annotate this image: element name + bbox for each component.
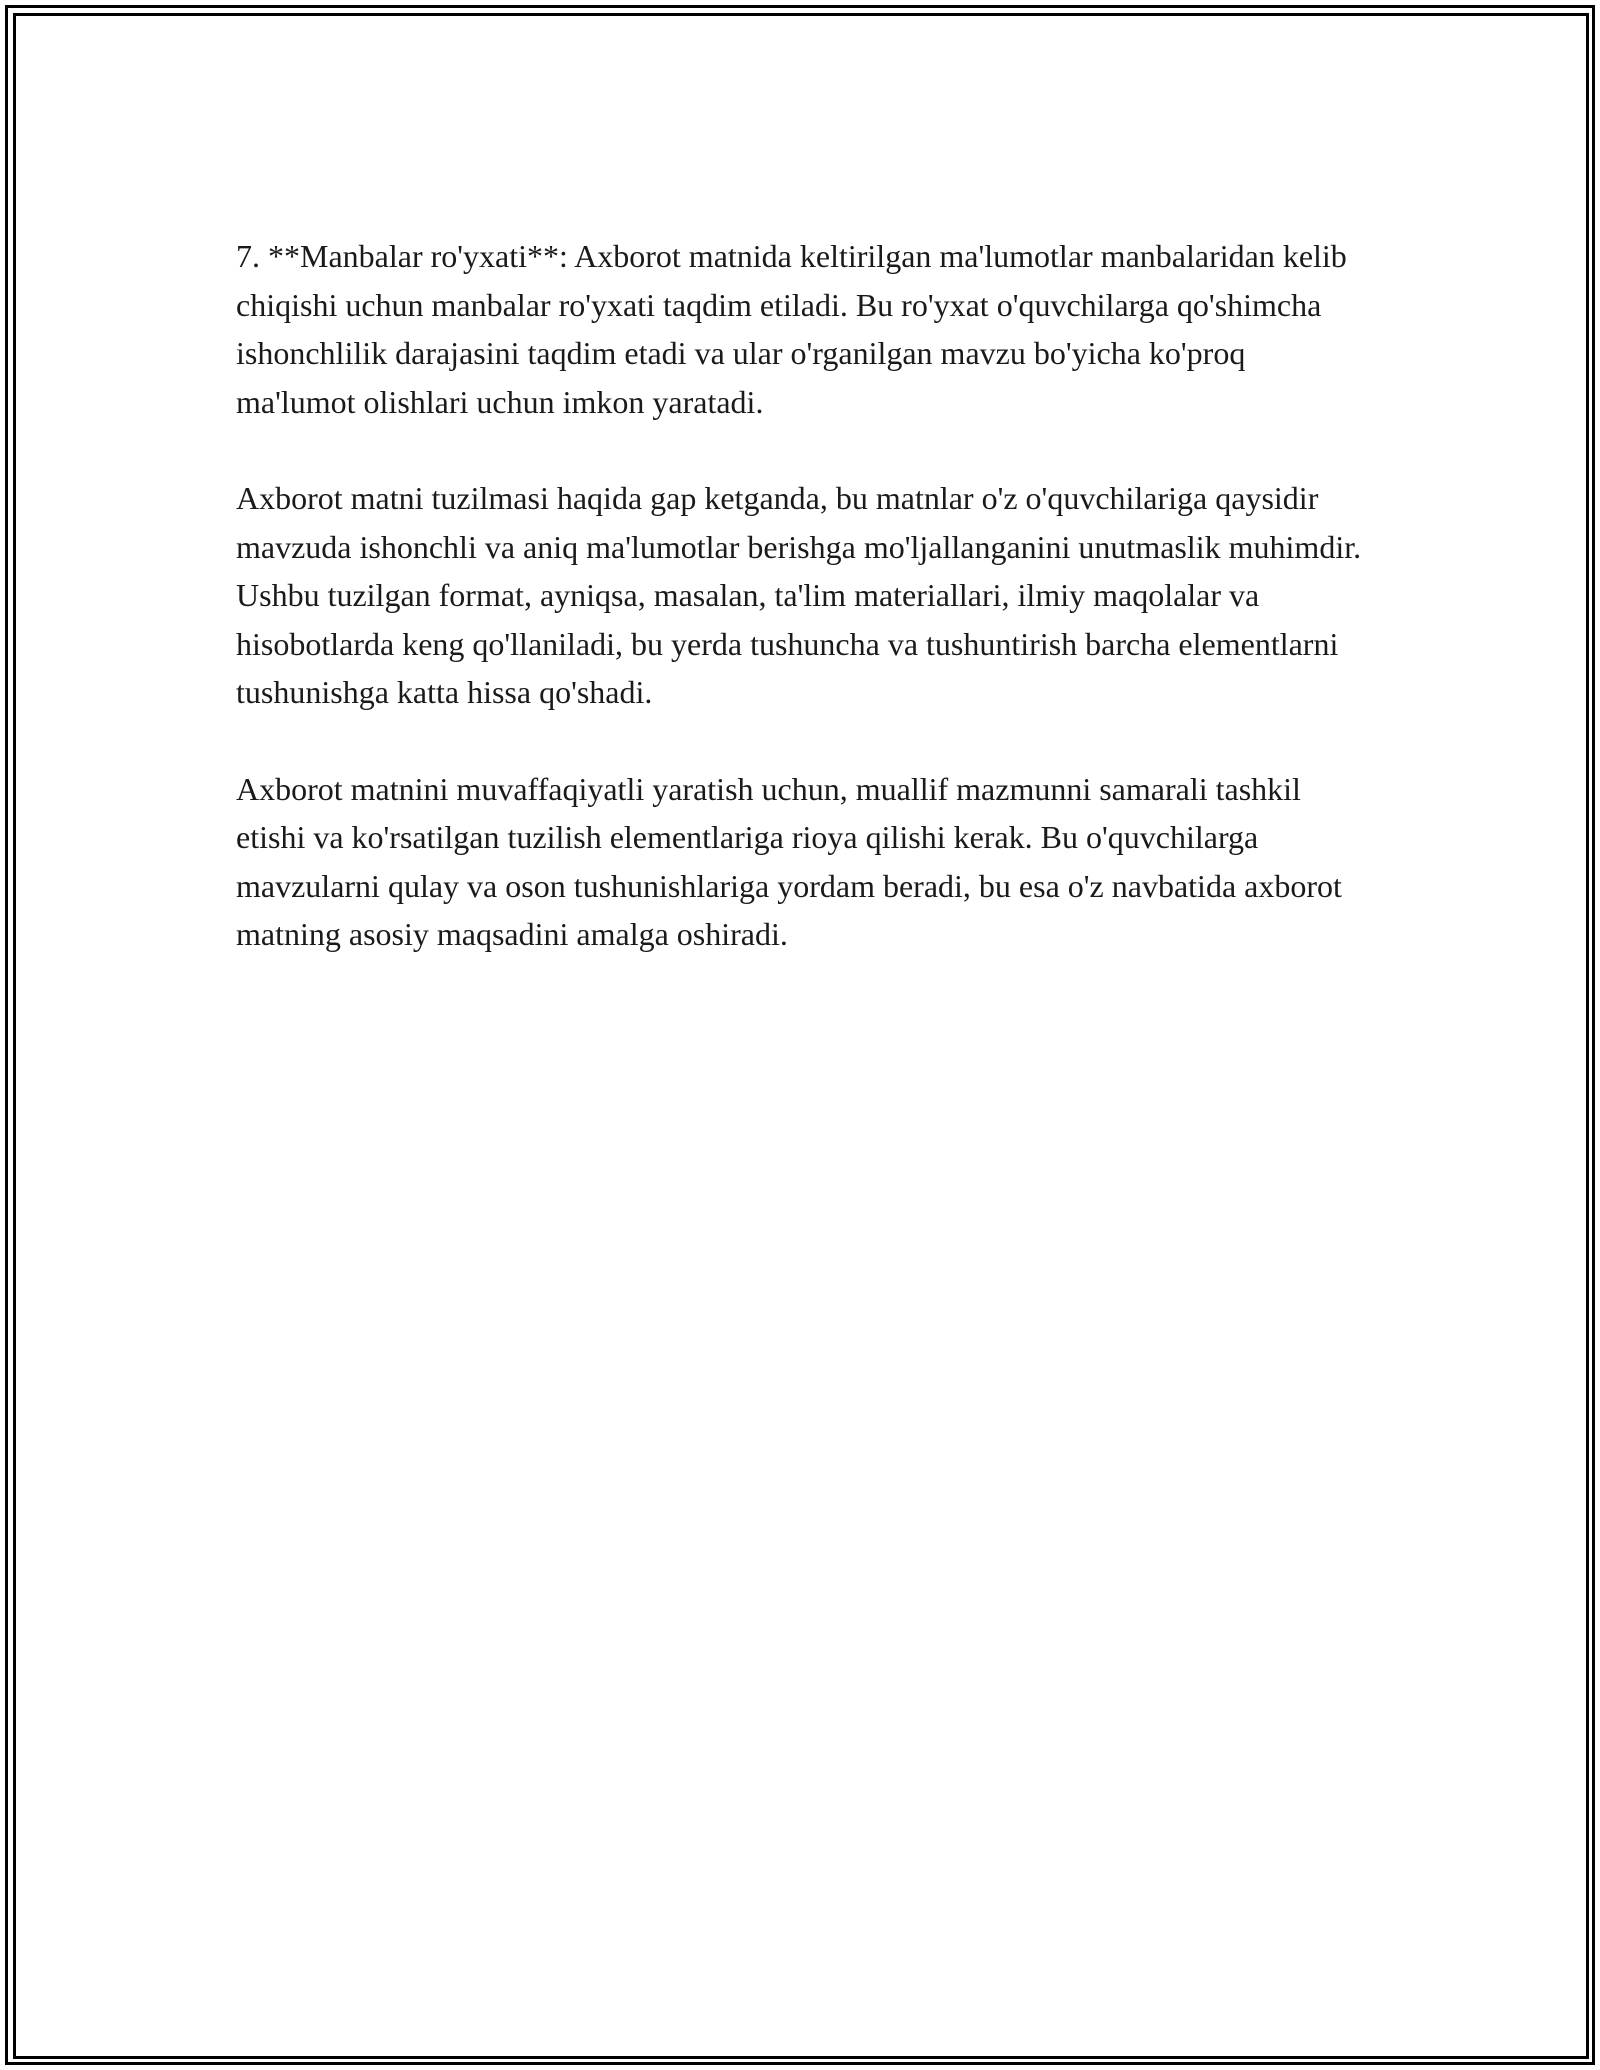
paragraph-author-guidance: Axborot matnini muvaffaqiyatli yaratish uchun, muallif mazmunni samarali tashkil etishi va ko'rsatilgan tuzilish elementlariga rioya qilishi kerak. Bu o'quvchilarga mavzularni qulay va oson tushunishlariga yordam beradi, bu esa o'z navbatida axborot matning asosiy maqsadini amalga oshiradi. — [236, 770, 1342, 952]
paragraph-sources-list: 7. **Manbalar ro'yxati**: Axborot matnida keltirilgan ma'lumotlar manbalaridan kelib chiqishi uchun manbalar ro'yxati taqdim etiladi. Bu ro'yxat o'quvchilarga qo'shimcha ishonchlilik darajasini taqdim etadi va ular o'rganilgan mavzu bo'yicha ko'proq ma'lumot olishlari uchun imkon yaratadi. — [236, 238, 1347, 420]
paragraph-structure-purpose: Axborot matni tuzilmasi haqida gap ketganda, bu matnlar o'z o'quvchilariga qaysidir mavzuda ishonchli va aniq ma'lumotlar berishga mo'ljallanganini unutmaslik muhimdir. Ushbu tuzilgan format, ayniqsa, masalan, ta'lim materiallari, ilmiy maqolalar va hisobotlarda keng qo'llaniladi, bu yerda tushuncha va tushuntirish barcha elementlarni tushunishga katta hissa qo'shadi. — [236, 480, 1362, 710]
document-body — [236, 232, 1366, 1007]
